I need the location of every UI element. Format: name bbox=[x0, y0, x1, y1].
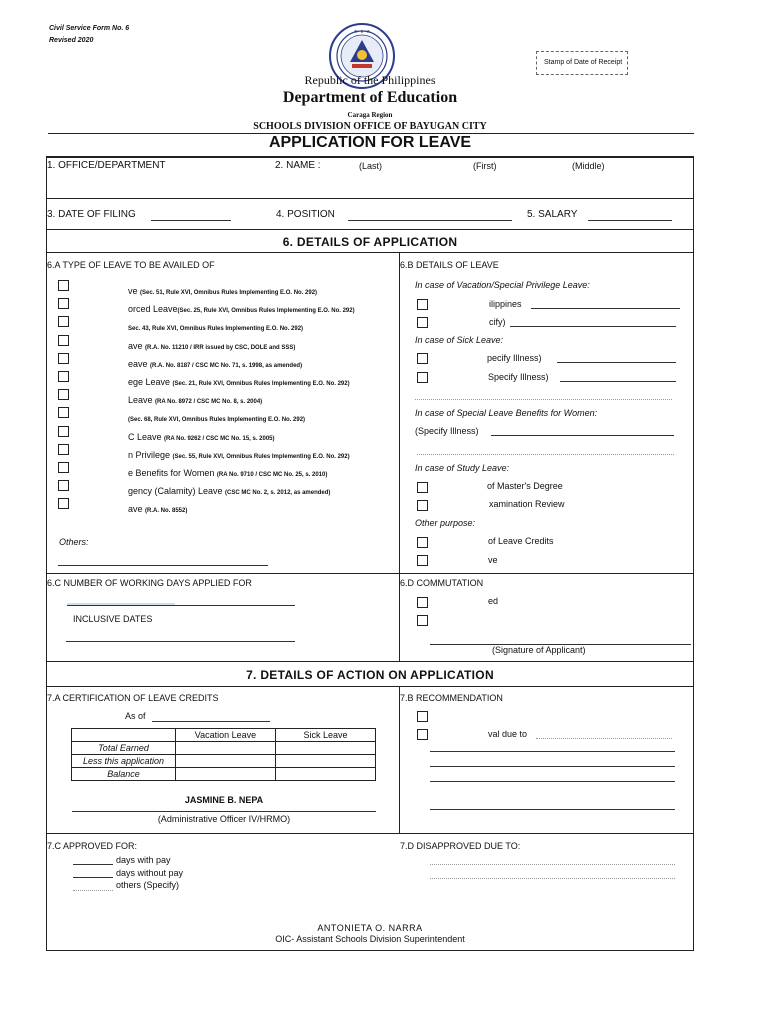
salary-field[interactable] bbox=[588, 220, 672, 221]
recommender-signature-line[interactable] bbox=[430, 809, 675, 810]
leave-type-item bbox=[128, 499, 187, 517]
others-label: Others: bbox=[59, 537, 89, 547]
bar-review-checkbox[interactable] bbox=[417, 500, 428, 511]
6b-women-heading: In case of Special Leave Benefits for Women: bbox=[415, 408, 598, 418]
leave-type-reference: (RA No. 8972 / CSC MC No. 8, s. 2004) bbox=[155, 399, 263, 405]
section6-bottom-divider bbox=[46, 661, 694, 662]
less-application-label: Less this application bbox=[72, 755, 176, 768]
leave-type-checkbox[interactable] bbox=[58, 371, 69, 382]
balance-vacation-cell[interactable] bbox=[176, 768, 276, 781]
abroad-label: cify) bbox=[489, 317, 506, 327]
leave-type-reference: (Sec. 68, Rule XVI, Omnibus Rules Implementing E.O. No. 292) bbox=[128, 417, 306, 423]
6b-title: 6.B DETAILS OF LEAVE bbox=[400, 260, 499, 270]
leave-type-item bbox=[128, 390, 262, 408]
leave-type-item bbox=[128, 354, 302, 372]
7ab-bottom-divider bbox=[46, 833, 694, 834]
leave-type-item bbox=[128, 281, 317, 299]
others-field[interactable] bbox=[58, 565, 268, 566]
disapproval-reason-label: val due to bbox=[488, 729, 528, 739]
sick-extra-line bbox=[415, 399, 672, 400]
leave-type-reference: Sec. 43, Rule XVI, Omnibus Rules Implementing E.O. No. 292) bbox=[128, 326, 304, 332]
certifier-signature-line bbox=[72, 811, 376, 812]
days-with-pay-field[interactable] bbox=[73, 864, 113, 865]
leave-type-reference: (Sec. 21, Rule XVI, Omnibus Rules Implementing E.O. No. 292) bbox=[172, 381, 350, 387]
6a-title: 6.A TYPE OF LEAVE TO BE AVAILED OF bbox=[47, 260, 215, 270]
monetization-checkbox[interactable] bbox=[417, 537, 428, 548]
recommendation-line-3[interactable] bbox=[430, 781, 675, 782]
name-label: 2. NAME : bbox=[275, 160, 321, 171]
certifier-name: JASMINE B. NEPA bbox=[184, 795, 264, 805]
total-earned-vacation-cell[interactable] bbox=[176, 742, 276, 755]
form-number: Civil Service Form No. 6 bbox=[49, 25, 130, 32]
others-specify-field[interactable] bbox=[73, 890, 113, 891]
section6-middle-divider bbox=[399, 252, 400, 661]
women-specify-label: (Specify Illness) bbox=[415, 426, 479, 436]
disapproval-reason-field[interactable] bbox=[536, 738, 672, 739]
leave-type-reference: (R.A. No. 8552) bbox=[145, 508, 188, 514]
masters-degree-checkbox[interactable] bbox=[417, 482, 428, 493]
table-row bbox=[72, 755, 376, 768]
leave-type-checkbox[interactable] bbox=[58, 298, 69, 309]
leave-type-name: C Leave bbox=[128, 432, 165, 442]
6d-title: 6.D COMMUTATION bbox=[400, 578, 484, 588]
days-without-pay-field[interactable] bbox=[73, 877, 113, 878]
leave-type-checkbox[interactable] bbox=[58, 389, 69, 400]
7b-title: 7.B RECOMMENDATION bbox=[400, 693, 503, 703]
women-specify-field[interactable] bbox=[491, 435, 674, 436]
within-philippines-label: ilippines bbox=[489, 299, 522, 309]
leave-type-name: ve bbox=[128, 286, 141, 296]
inclusive-dates-label: INCLUSIVE DATES bbox=[73, 614, 153, 624]
frame-left bbox=[46, 156, 47, 951]
leave-type-reference: (RA No. 9710 / CSC MC No. 25, s. 2010) bbox=[216, 472, 328, 478]
6b-study-heading: In case of Study Leave: bbox=[415, 463, 510, 473]
leave-type-checkbox[interactable] bbox=[58, 498, 69, 509]
republic-label: Republic of the Philippines bbox=[304, 73, 436, 87]
leave-type-name: gency (Calamity) Leave bbox=[128, 486, 226, 496]
within-philippines-field[interactable] bbox=[531, 308, 680, 309]
out-patient-label: Specify Illness) bbox=[488, 372, 549, 382]
leave-type-reference: (R.A. No. 8187 / CSC MC No. 71, s. 1998, as amended) bbox=[150, 363, 303, 369]
leave-type-name: ave bbox=[128, 504, 146, 514]
leave-type-reference: (Sec. 25, Rule XVI, Omnibus Rules Implementing E.O. No. 292) bbox=[177, 308, 355, 314]
6b-vacation-heading: In case of Vacation/Special Privilege Leave: bbox=[415, 280, 590, 290]
out-patient-checkbox[interactable] bbox=[417, 372, 428, 383]
leave-type-item bbox=[128, 299, 355, 317]
frame-right bbox=[693, 156, 694, 951]
6c-title: 6.C NUMBER OF WORKING DAYS APPLIED FOR bbox=[47, 578, 252, 588]
leave-type-reference: (RA No. 9262 / CSC MC No. 15, s. 2005) bbox=[164, 436, 275, 442]
leave-type-reference: (CSC MC No. 2, s. 2012, as amended) bbox=[225, 490, 331, 496]
leave-type-item bbox=[128, 317, 303, 335]
abroad-field[interactable] bbox=[510, 326, 676, 327]
leave-type-name: ege Leave bbox=[128, 377, 173, 387]
leave-type-name: Leave bbox=[128, 395, 156, 405]
as-of-label: As of bbox=[125, 711, 146, 721]
section6-title-divider bbox=[46, 252, 694, 253]
out-patient-field[interactable] bbox=[560, 381, 676, 382]
total-earned-label: Total Earned bbox=[72, 742, 176, 755]
leave-type-checkbox[interactable] bbox=[58, 462, 69, 473]
in-hospital-checkbox[interactable] bbox=[417, 353, 428, 364]
leave-type-item bbox=[128, 372, 350, 390]
division-label: SCHOOLS DIVISION OFFICE OF BAYUGAN CITY bbox=[253, 121, 487, 132]
section7-middle-divider bbox=[399, 686, 400, 833]
section7-title-divider bbox=[46, 686, 694, 687]
terminal-leave-label: ve bbox=[488, 555, 498, 565]
disapproved-reason-line-2[interactable] bbox=[430, 878, 675, 879]
not-requested-checkbox[interactable] bbox=[417, 597, 428, 608]
leave-type-reference: (Sec. 55, Rule XVI, Omnibus Rules Implementing E.O. No. 292) bbox=[172, 454, 350, 460]
in-hospital-label: pecify Illness) bbox=[487, 353, 542, 363]
leave-type-name: ave bbox=[128, 341, 146, 351]
6b-sick-heading: In case of Sick Leave: bbox=[415, 335, 504, 345]
leave-type-reference: (R.A. No. 11210 / IRR issued by CSC, DOLE and SSS) bbox=[145, 345, 296, 351]
less-application-vacation-cell[interactable] bbox=[176, 755, 276, 768]
leave-credits-table bbox=[71, 728, 376, 781]
table-row bbox=[72, 742, 376, 755]
leave-type-reference: (Sec. 51, Rule XVI, Omnibus Rules Implementing E.O. No. 292) bbox=[140, 290, 318, 296]
position-field[interactable] bbox=[348, 220, 512, 221]
leave-type-item bbox=[128, 481, 330, 499]
leave-type-name: eave bbox=[128, 359, 151, 369]
total-earned-sick-cell[interactable] bbox=[276, 742, 376, 755]
masters-degree-label: of Master's Degree bbox=[487, 481, 563, 491]
days-with-pay-label: days with pay bbox=[116, 855, 171, 865]
section7-title: 7. DETAILS OF ACTION ON APPLICATION bbox=[246, 668, 494, 682]
7c-title: 7.C APPROVED FOR: bbox=[47, 841, 138, 851]
office-label: 1. OFFICE/DEPARTMENT bbox=[47, 160, 166, 171]
inclusive-dates-field[interactable] bbox=[66, 641, 295, 642]
department-title: Department of Education bbox=[282, 89, 458, 106]
salary-label: 5. SALARY bbox=[527, 209, 578, 220]
date-of-filing-label: 3. DATE OF FILING bbox=[47, 209, 136, 220]
not-requested-label: ed bbox=[488, 596, 499, 606]
leave-type-item bbox=[128, 336, 295, 354]
monetization-label: of Leave Credits bbox=[488, 536, 554, 546]
section6-title: 6. DETAILS OF APPLICATION bbox=[282, 235, 458, 249]
leave-type-item bbox=[128, 463, 327, 481]
women-extra-line bbox=[417, 454, 674, 455]
leave-type-checkbox[interactable] bbox=[58, 480, 69, 491]
leave-type-checkbox[interactable] bbox=[58, 444, 69, 455]
last-name-label: (Last) bbox=[359, 161, 383, 171]
frame-bottom bbox=[46, 950, 694, 951]
leave-type-checkbox[interactable] bbox=[58, 316, 69, 327]
recommendation-line-1[interactable] bbox=[430, 751, 675, 752]
leave-type-name: e Benefits for Women bbox=[128, 468, 217, 478]
abroad-checkbox[interactable] bbox=[417, 317, 428, 328]
stamp-label: Stamp of Date of Receipt bbox=[544, 59, 623, 66]
leave-type-checkbox[interactable] bbox=[58, 353, 69, 364]
position-label: 4. POSITION bbox=[276, 209, 335, 220]
requested-checkbox[interactable] bbox=[417, 615, 428, 626]
within-philippines-checkbox[interactable] bbox=[417, 299, 428, 310]
approver-name: ANTONIETA O. NARRA bbox=[317, 923, 423, 933]
terminal-leave-checkbox[interactable] bbox=[417, 555, 428, 566]
recommendation-line-2[interactable] bbox=[430, 766, 675, 767]
7d-title: 7.D DISAPPROVED DUE TO: bbox=[400, 841, 521, 851]
balance-label: Balance bbox=[72, 768, 176, 781]
days-without-pay-label: days without pay bbox=[116, 868, 184, 878]
leave-type-checkbox[interactable] bbox=[58, 426, 69, 437]
row2-divider bbox=[46, 229, 694, 230]
working-days-field[interactable] bbox=[67, 605, 295, 606]
row1-divider bbox=[46, 198, 694, 199]
for-disapproval-checkbox[interactable] bbox=[417, 729, 428, 740]
others-specify-label: others (Specify) bbox=[116, 880, 180, 890]
less-application-sick-cell[interactable] bbox=[276, 755, 376, 768]
balance-sick-cell[interactable] bbox=[276, 768, 376, 781]
first-name-label: (First) bbox=[473, 161, 497, 171]
leave-type-name: orced Leave bbox=[128, 304, 178, 314]
form-title: APPLICATION FOR LEAVE bbox=[268, 134, 472, 151]
revised-label: Revised 2020 bbox=[49, 37, 94, 44]
6ab-bottom-divider bbox=[46, 573, 694, 574]
leave-type-checkbox[interactable] bbox=[58, 335, 69, 346]
leave-type-checkbox[interactable] bbox=[58, 280, 69, 291]
date-of-filing-field[interactable] bbox=[151, 220, 231, 221]
7a-title: 7.A CERTIFICATION OF LEAVE CREDITS bbox=[47, 693, 219, 703]
certifier-title: (Administrative Officer IV/HRMO) bbox=[157, 814, 291, 824]
working-days-guide bbox=[67, 603, 175, 605]
bar-review-label: xamination Review bbox=[489, 499, 565, 509]
table-row bbox=[72, 768, 376, 781]
table-header-cell bbox=[72, 729, 176, 742]
frame-top bbox=[46, 156, 694, 158]
table-header-cell: Vacation Leave bbox=[176, 729, 276, 742]
in-hospital-field[interactable] bbox=[557, 362, 676, 363]
leave-type-item bbox=[128, 427, 275, 445]
table-header-cell: Sick Leave bbox=[276, 729, 376, 742]
6b-other-heading: Other purpose: bbox=[415, 518, 476, 528]
for-approval-checkbox[interactable] bbox=[417, 711, 428, 722]
disapproved-reason-line-1[interactable] bbox=[430, 864, 675, 865]
leave-type-name: n Privilege bbox=[128, 450, 173, 460]
table-header-row bbox=[72, 729, 376, 742]
svg-text:★ ★ ★: ★ ★ ★ bbox=[353, 29, 371, 35]
region-label: Caraga Region bbox=[347, 111, 393, 119]
as-of-field[interactable] bbox=[152, 721, 270, 722]
applicant-signature-label: (Signature of Applicant) bbox=[492, 645, 586, 655]
leave-type-item bbox=[128, 445, 350, 463]
middle-name-label: (Middle) bbox=[572, 161, 605, 171]
leave-type-checkbox[interactable] bbox=[58, 407, 69, 418]
approver-title: OIC- Assistant Schools Division Superintendent bbox=[275, 934, 465, 944]
leave-type-item bbox=[128, 408, 305, 426]
